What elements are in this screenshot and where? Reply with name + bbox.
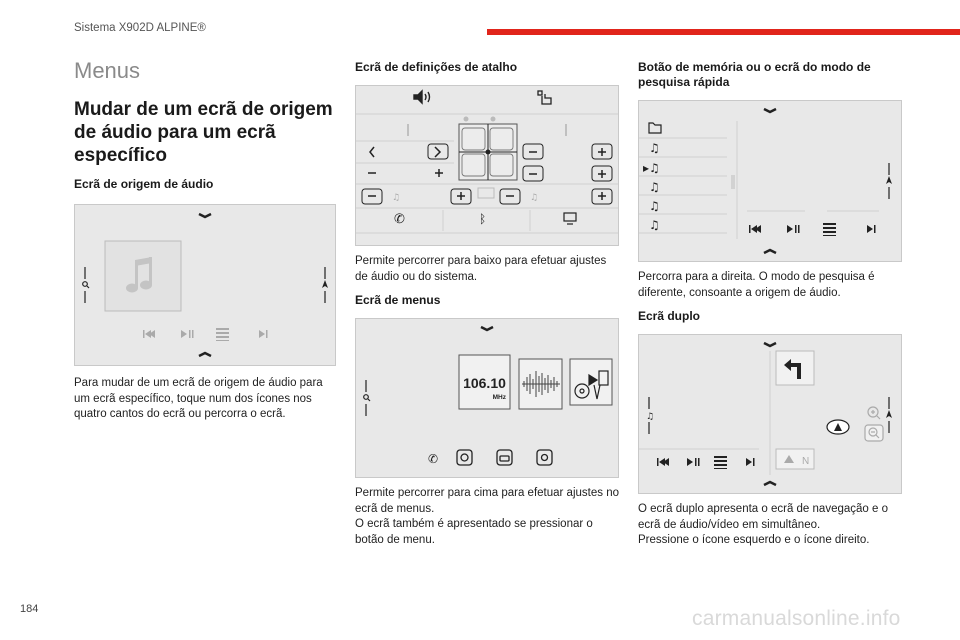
audio-source-heading: Ecrã de origem de áudio xyxy=(74,177,214,191)
chevron-down-icon xyxy=(764,343,776,346)
compass-label: N xyxy=(802,456,810,467)
plus-icon xyxy=(435,169,443,177)
equalizer-icon xyxy=(823,223,836,236)
play-pause-icon xyxy=(687,458,700,466)
touch-settings-icon xyxy=(538,91,551,104)
svg-text:♫: ♫ xyxy=(530,193,539,203)
shortcut-settings-paragraph: Permite percorrer para baixo para efetuar ajustes de áudio ou do sistema. xyxy=(355,255,607,283)
folder-icon xyxy=(649,123,661,133)
plus-icon xyxy=(598,148,606,156)
plus-icon xyxy=(457,192,465,200)
navigation-icon xyxy=(322,267,328,303)
zoom-out-icon xyxy=(865,425,883,441)
menus-screen-paragraph-2: O ecrã também é apresentado se pressionar o botão de menu. xyxy=(355,518,593,546)
section-title: Menus xyxy=(74,58,141,83)
menus-screen-paragraph-1: Permite percorrer para cima para efetuar ajustes no ecrã de menus. xyxy=(355,487,619,515)
column-3 xyxy=(638,58,902,549)
shortcut-settings-screen xyxy=(355,85,619,246)
phone-bluetooth-icon: ✆ xyxy=(394,212,405,227)
svg-text:♫: ♫ xyxy=(649,199,660,213)
play-pause-icon xyxy=(787,225,800,233)
chevron-right-icon xyxy=(435,147,440,157)
gear-icon xyxy=(537,450,552,465)
plus-icon xyxy=(598,192,606,200)
memory-button-paragraph: Percorra para a direita. O modo de pesquisa é diferente, consoante a origem de áudio. xyxy=(638,271,875,299)
previous-icon xyxy=(143,330,155,338)
quick-search-screen xyxy=(638,100,902,262)
dual-screen-paragraph-2: Pressione o ícone esquerdo e o ícone direito. xyxy=(638,534,870,546)
shortcut-settings-heading: Ecrã de definições de atalho xyxy=(355,60,518,74)
chevron-down-icon xyxy=(764,109,776,112)
chevron-down-icon xyxy=(481,327,493,330)
audio-source-paragraph: Para mudar de um ecrã de origem de áudio para um ecrã específico, toque num dos ícones nos quatro cantos do ecrã ou percorra o ecrã. xyxy=(74,377,323,420)
navigation-icon xyxy=(886,163,892,199)
music-note-icon xyxy=(646,397,654,434)
memory-button-heading: Botão de memória ou o ecrã do modo de pesquisa rápida xyxy=(638,60,871,89)
dual-screen xyxy=(638,334,902,494)
previous-icon xyxy=(749,225,761,233)
speaker-volume-icon xyxy=(414,91,430,103)
svg-text:♫: ♫ xyxy=(392,193,401,203)
column-1 xyxy=(74,58,336,423)
page-number: 184 xyxy=(20,603,39,615)
radio-unit: MHz xyxy=(492,394,506,401)
equalizer-icon xyxy=(714,456,727,469)
dual-screen-paragraph-1: O ecrã duplo apresenta o ecrã de navegação e o ecrã de áudio/vídeo em simultâneo. xyxy=(638,503,888,531)
plus-icon xyxy=(598,170,606,178)
main-heading: Mudar de um ecrã de origem de áudio para um ecrã específico xyxy=(74,99,333,166)
svg-text:♫: ♫ xyxy=(649,218,660,232)
next-icon xyxy=(259,330,268,338)
play-pause-icon xyxy=(181,330,194,338)
chevron-left-icon xyxy=(370,147,374,157)
header-red-bar xyxy=(487,29,960,35)
chevron-down-icon xyxy=(199,214,211,217)
column-2 xyxy=(355,58,619,548)
chevron-up-icon xyxy=(764,482,776,485)
dual-screen-heading: Ecrã duplo xyxy=(638,309,701,323)
running-header: Sistema X902D ALPINE® xyxy=(74,22,206,34)
svg-text:♫: ♫ xyxy=(649,141,660,155)
next-icon xyxy=(867,225,876,233)
previous-icon xyxy=(657,458,669,466)
search-icon xyxy=(364,380,370,416)
track-list xyxy=(643,141,660,232)
radio-frequency: 106.10 xyxy=(463,375,506,391)
chevron-up-icon xyxy=(764,250,776,253)
display-icon xyxy=(564,213,576,221)
svg-text:♫: ♫ xyxy=(646,412,655,422)
watermark: carmanualsonline.info xyxy=(692,607,901,630)
svg-text:▸♫: ▸♫ xyxy=(643,161,660,175)
audio-disc-icon xyxy=(457,450,472,465)
equalizer-icon xyxy=(216,328,229,341)
audio-source-screen xyxy=(74,204,336,366)
phone-icon: ✆ xyxy=(428,452,439,466)
zoom-in-icon xyxy=(868,407,880,419)
chevron-up-icon xyxy=(199,353,211,356)
navigation-icon xyxy=(886,397,892,433)
menus-screen xyxy=(355,318,619,478)
car-icon xyxy=(497,450,512,465)
bluetooth-icon: ᛒ xyxy=(479,212,487,226)
svg-text:♫: ♫ xyxy=(649,180,660,194)
next-icon xyxy=(746,458,755,466)
search-icon xyxy=(83,267,89,303)
menus-screen-heading: Ecrã de menus xyxy=(355,293,441,307)
